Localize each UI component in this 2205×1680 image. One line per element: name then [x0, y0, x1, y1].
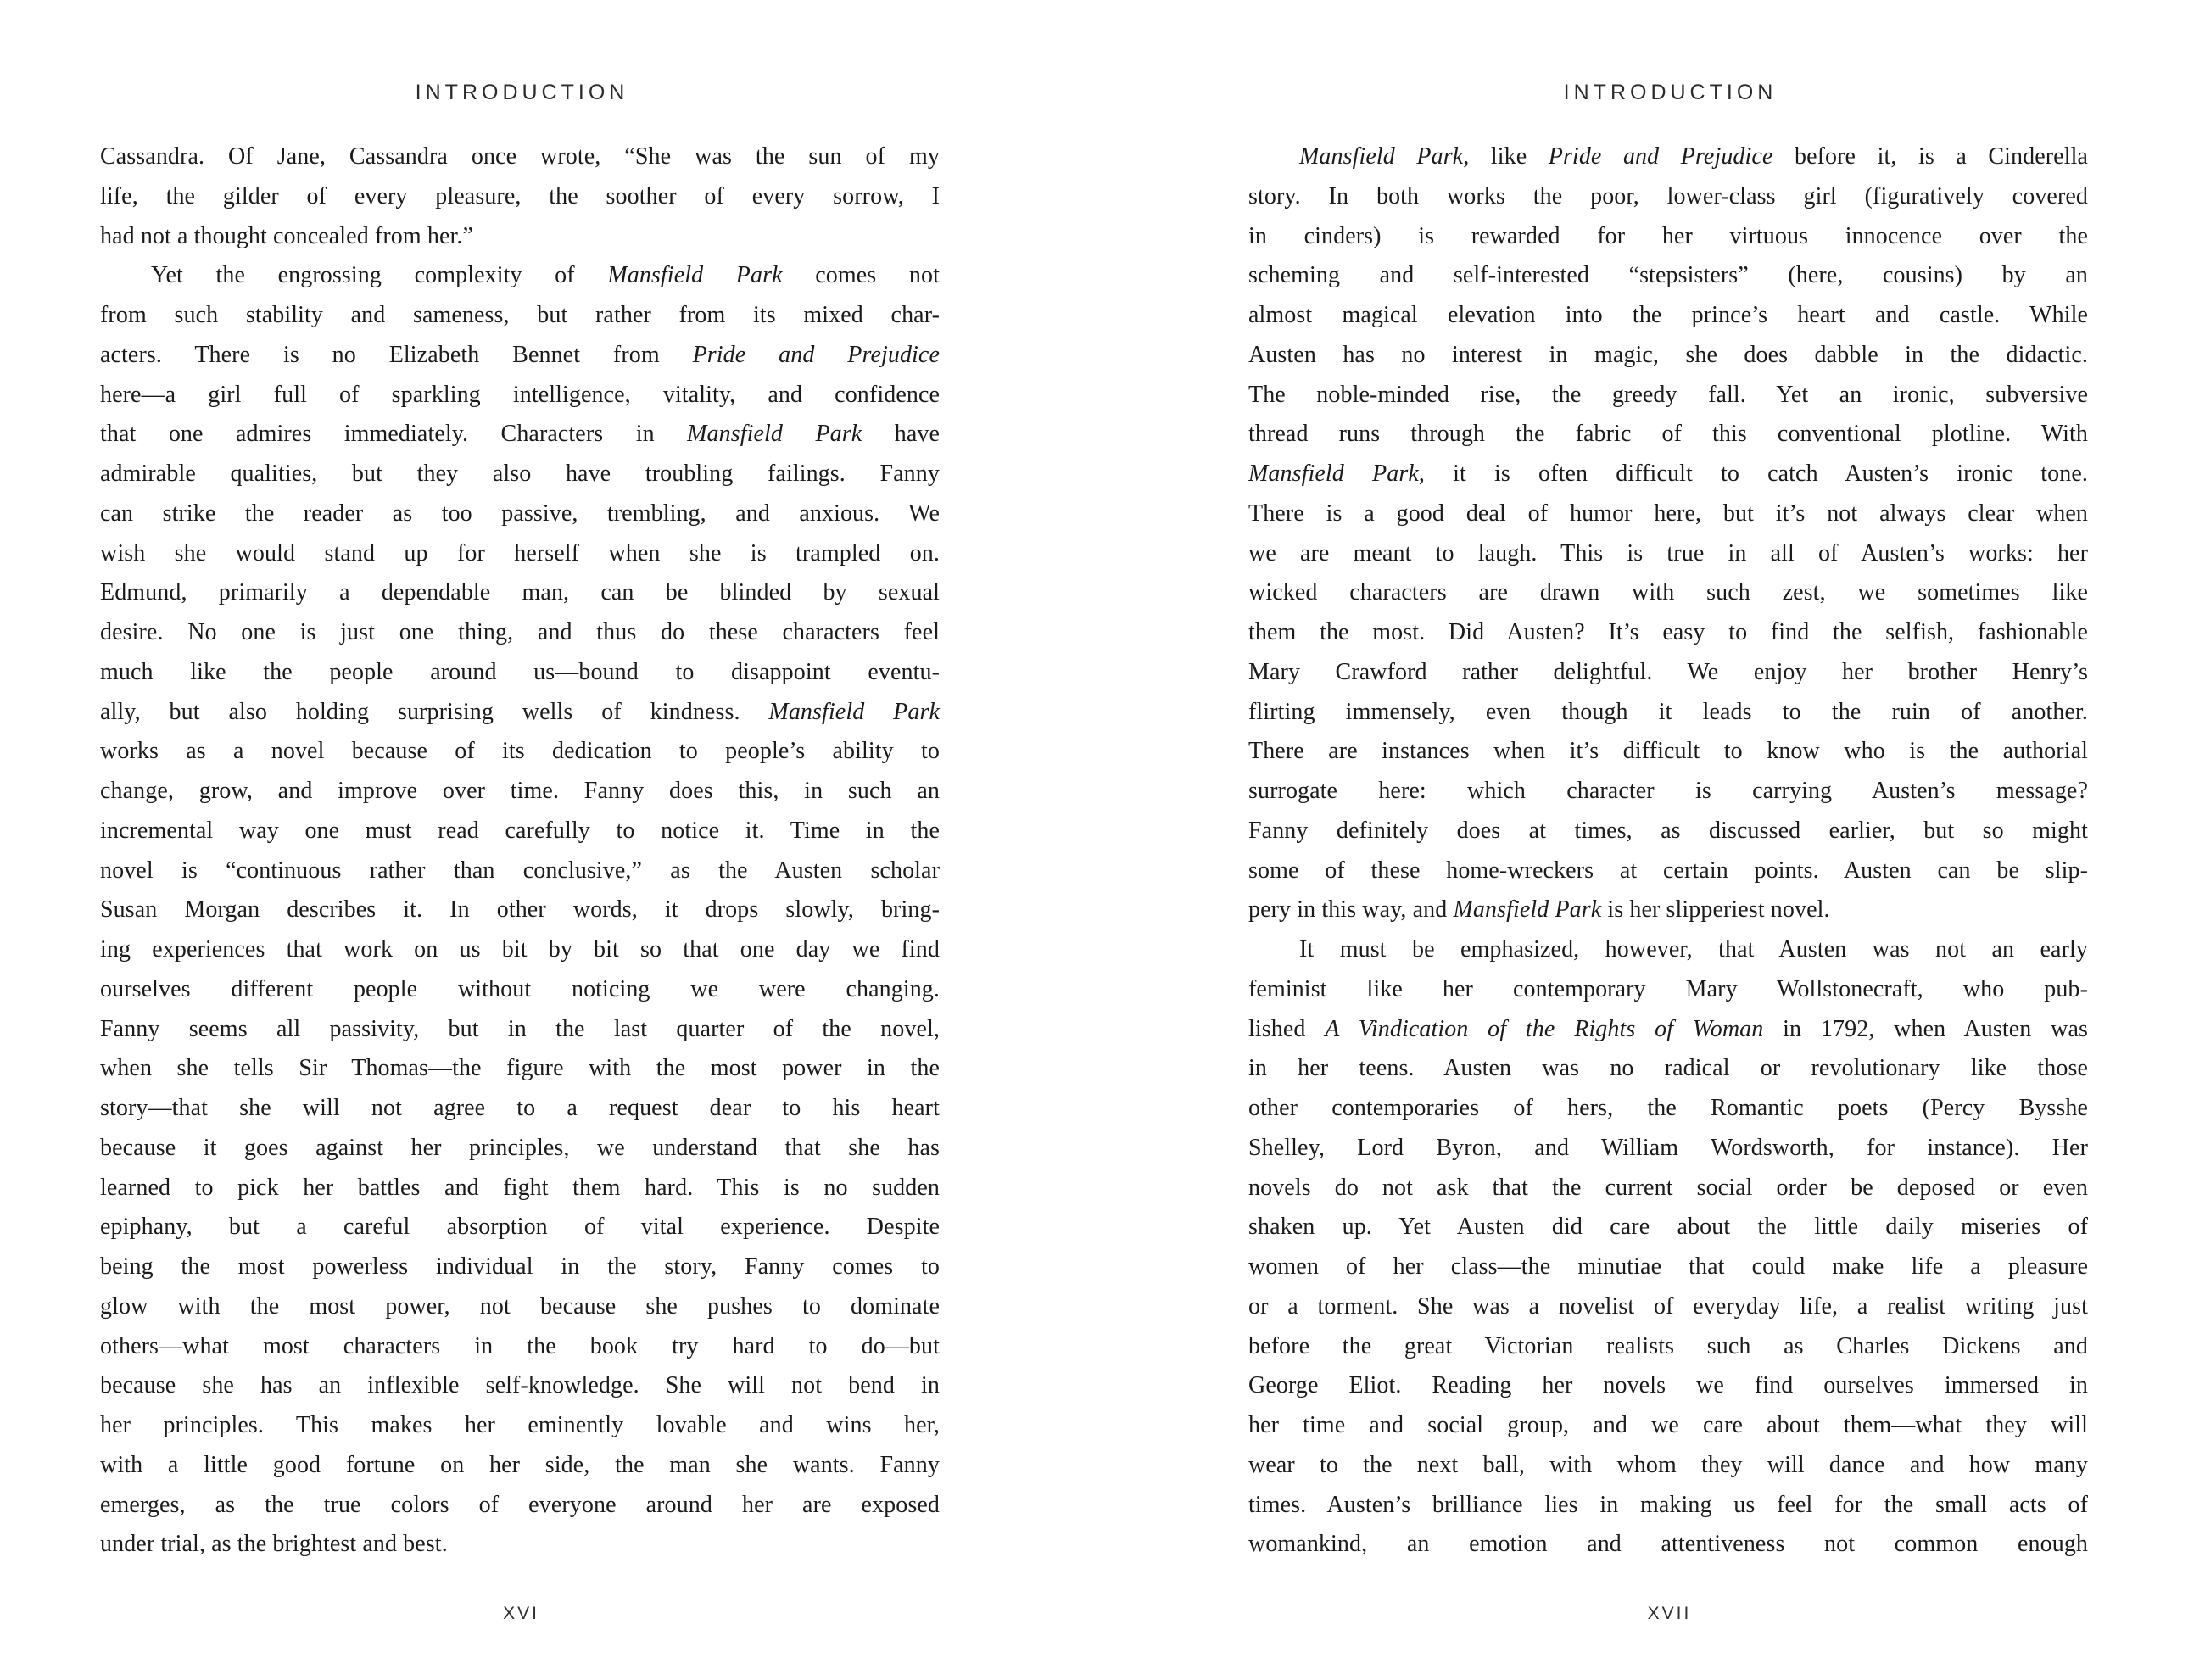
text-block-left [100, 137, 940, 1565]
body-text: from such stability and sameness, but rather from its mixed char- [100, 302, 940, 328]
body-text: The noble-minded rise, the greedy fall. Yet an ironic, subversive [1248, 381, 2088, 408]
italic-book-title: Mansfield Park [1248, 460, 1419, 487]
body-text: Edmund, primarily a dependable man, can be blinded by sexual [100, 579, 940, 606]
text-line [100, 1525, 940, 1565]
text-line [100, 1049, 940, 1089]
text-line [1248, 1010, 2088, 1050]
text-line [100, 296, 940, 336]
text-line [1248, 296, 2088, 336]
text-line [1248, 1287, 2088, 1327]
body-text: in cinders) is rewarded for her virtuous innocence over the [1248, 222, 2088, 249]
body-text: novels do not ask that the current social order be deposed or even [1248, 1174, 2088, 1201]
body-text: women of her class—the minutiae that could make life a pleasure [1248, 1253, 2088, 1280]
italic-book-title: Mansfield Park [768, 698, 940, 725]
body-text: much like the people around us—bound to disappoint eventu- [100, 658, 940, 685]
text-line [1248, 653, 2088, 693]
body-text: emerges, as the true colors of everyone around her are exposed [100, 1491, 940, 1518]
text-line [1248, 812, 2088, 851]
body-text: can strike the reader as too passive, trembling, and anxious. We [100, 500, 940, 527]
text-line [1248, 890, 2088, 930]
body-text: we are meant to laugh. This is true in all of Austen’s works: her [1248, 539, 2088, 567]
body-text: comes not [782, 262, 940, 289]
text-line [1248, 494, 2088, 534]
body-text: others—what most characters in the book try hard to do—but [100, 1332, 940, 1359]
body-text: admirable qualities, but they also have troubling failings. Fanny [100, 460, 940, 487]
text-line [100, 812, 940, 851]
text-line [1248, 1089, 2088, 1129]
text-line [1248, 1486, 2088, 1526]
body-text: Austen has no interest in magic, she does dabble in the didactic. [1248, 341, 2088, 368]
text-block-right [1248, 137, 2088, 1565]
text-line [1248, 455, 2088, 494]
text-line [100, 930, 940, 970]
body-text: incremental way one must read carefully to notice it. Time in the [100, 817, 940, 844]
body-text: , it is often difficult to catch Austen’s ironic tone. [1418, 460, 2088, 487]
text-line [1248, 1446, 2088, 1486]
body-text: epiphany, but a careful absorption of vital experience. Despite [100, 1214, 940, 1241]
text-line [1248, 1366, 2088, 1406]
text-line [1248, 336, 2088, 376]
body-text: wish she would stand up for herself when she is trampled on. [100, 539, 940, 567]
body-text: Yet the engrossing complexity of [151, 262, 608, 289]
text-line [100, 1406, 940, 1446]
text-line [1248, 1525, 2088, 1565]
text-line [1248, 1129, 2088, 1169]
body-text: almost magical elevation into the prince’s heart and castle. While [1248, 302, 2088, 328]
text-line [1248, 177, 2088, 217]
text-line [1248, 1169, 2088, 1208]
body-text: before it, is a Cinderella [1772, 143, 2088, 170]
text-line [100, 455, 940, 494]
body-text: desire. No one is just one thing, and thus do these characters feel [100, 619, 940, 645]
text-line [100, 851, 940, 891]
body-text: here—a girl full of sparkling intelligence, vitality, and confidence [100, 381, 940, 408]
text-line [1248, 1208, 2088, 1247]
running-head-right: INTRODUCTION [1563, 81, 1778, 104]
text-line [1248, 613, 2088, 653]
italic-book-title: Mansfield Park [607, 262, 783, 289]
italic-book-title: Pride and Prejudice [1548, 143, 1773, 170]
body-text: pery in this way, and [1248, 896, 1454, 924]
page-left [100, 0, 940, 1680]
text-line [100, 573, 940, 613]
text-line [1248, 930, 2088, 970]
body-text: There is a good deal of humor here, but it’s not always clear when [1248, 500, 2088, 527]
body-text: , like [1463, 143, 1549, 170]
text-line [100, 1129, 940, 1169]
body-text: Mary Crawford rather delightful. We enjoy her brother Henry’s [1248, 658, 2088, 685]
body-text: under trial, as the brightest and best. [100, 1531, 448, 1558]
text-line [100, 890, 940, 930]
body-text: wear to the next ball, with whom they will dance and how many [1248, 1451, 2088, 1478]
body-text: thread runs through the fabric of this conventional plotline. With [1248, 421, 2088, 448]
text-line [100, 336, 940, 376]
text-line [100, 970, 940, 1010]
text-line [1248, 256, 2088, 296]
body-text: learned to pick her battles and fight them hard. This is no sudden [100, 1174, 940, 1201]
body-text: some of these home-wreckers at certain points. Austen can be slip- [1248, 857, 2088, 884]
body-text: There are instances when it’s difficult to know who is the authorial [1248, 738, 2088, 765]
body-text: story. In both works the poor, lower-class girl (figuratively covered [1248, 182, 2088, 209]
italic-book-title: Pride and Prejudice [692, 341, 940, 368]
text-line [100, 772, 940, 812]
text-line [1248, 693, 2088, 733]
text-line [100, 256, 940, 296]
text-line [100, 1366, 940, 1406]
text-line [100, 1446, 940, 1486]
body-text: ally, but also holding surprising wells of kindness. [100, 698, 769, 725]
body-text: Cassandra. Of Jane, Cassandra once wrote, “She was the sun of my [100, 143, 940, 170]
body-text: them the most. Did Austen? It’s easy to find the selfish, fashionable [1248, 619, 2088, 645]
text-line [1248, 1049, 2088, 1089]
body-text: wicked characters are drawn with such zest, we sometimes like [1248, 579, 2088, 606]
text-line [100, 494, 940, 534]
text-line [1248, 573, 2088, 613]
text-line [100, 732, 940, 772]
text-line [100, 376, 940, 416]
body-text: had not a thought concealed from her.” [100, 222, 473, 249]
body-text: before the great Victorian realists such as Charles Dickens and [1248, 1332, 2088, 1359]
body-text: have [862, 421, 940, 448]
text-line [1248, 851, 2088, 891]
text-line [100, 613, 940, 653]
body-text: other contemporaries of hers, the Romantic poets (Percy Bysshe [1248, 1095, 2088, 1121]
text-line [100, 1010, 940, 1050]
text-line [1248, 970, 2088, 1010]
body-text: flirting immensely, even though it leads to the ruin of another. [1248, 698, 2088, 725]
text-line [1248, 1327, 2088, 1367]
text-line [1248, 772, 2088, 812]
body-text: Susan Morgan describes it. In other words, it drops slowly, bring- [100, 896, 940, 924]
text-line [100, 1208, 940, 1247]
text-line [100, 1169, 940, 1208]
text-line [1248, 137, 2088, 177]
text-line [100, 1247, 940, 1287]
text-line [1248, 415, 2088, 455]
body-text: is her slipperiest novel. [1601, 896, 1830, 924]
text-line [100, 1089, 940, 1129]
body-text: when she tells Sir Thomas—the figure with the most power in the [100, 1055, 940, 1082]
body-text: womankind, an emotion and attentiveness not common enough [1248, 1531, 2088, 1558]
body-text: her principles. This makes her eminently lovable and wins her, [100, 1412, 940, 1438]
body-text: her time and social group, and we care about them—what they will [1248, 1412, 2088, 1438]
body-text: surrogate here: which character is carrying Austen’s message? [1248, 778, 2088, 804]
body-text: It must be emphasized, however, that Austen was not an early [1299, 936, 2088, 963]
text-line [100, 534, 940, 574]
running-head-left: INTRODUCTION [415, 81, 629, 104]
page-number-right: XVII [1647, 1604, 1692, 1623]
text-line [100, 1486, 940, 1526]
body-text: Shelley, Lord Byron, and William Wordsworth, for instance). Her [1248, 1134, 2088, 1161]
italic-book-title: Mansfield Park [687, 421, 862, 448]
text-line [1248, 1406, 2088, 1446]
body-text: novel is “continuous rather than conclusive,” as the Austen scholar [100, 857, 940, 884]
page-right [1248, 0, 2088, 1680]
body-text: in 1792, when Austen was [1763, 1015, 2088, 1042]
body-text: being the most powerless individual in the story, Fanny comes to [100, 1253, 940, 1280]
body-text: scheming and self-interested “stepsisters” (here, cousins) by an [1248, 262, 2088, 289]
body-text: Fanny definitely does at times, as discussed earlier, but so might [1248, 817, 2088, 844]
body-text: because it goes against her principles, we understand that she has [100, 1134, 940, 1161]
italic-book-title: Mansfield Park [1299, 143, 1464, 170]
text-line [1248, 732, 2088, 772]
body-text: feminist like her contemporary Mary Wollstonecraft, who pub- [1248, 975, 2088, 1002]
body-text: story—that she will not agree to a request dear to his heart [100, 1095, 940, 1121]
body-text: times. Austen’s brilliance lies in making us feel for the small acts of [1248, 1491, 2088, 1518]
body-text: George Eliot. Reading her novels we find ourselves immersed in [1248, 1372, 2088, 1399]
body-text: change, grow, and improve over time. Fanny does this, in such an [100, 778, 940, 804]
body-text: glow with the most power, not because she pushes to dominate [100, 1292, 940, 1320]
body-text: with a little good fortune on her side, the man she wants. Fanny [100, 1451, 940, 1478]
body-text: or a torment. She was a novelist of everyday life, a realist writing just [1248, 1292, 2088, 1320]
text-line [1248, 1247, 2088, 1287]
body-text: lished [1248, 1015, 1326, 1042]
body-text: acters. There is no Elizabeth Bennet from [100, 341, 693, 368]
body-text: works as a novel because of its dedication to people’s ability to [100, 738, 940, 765]
body-text: life, the gilder of every pleasure, the soother of every sorrow, I [100, 182, 940, 209]
italic-book-title: Mansfield Park [1453, 896, 1602, 924]
text-line [100, 1327, 940, 1367]
text-line [100, 137, 940, 177]
body-text: in her teens. Austen was no radical or revolutionary like those [1248, 1055, 2088, 1082]
text-line [1248, 534, 2088, 574]
page-number-left: XVI [503, 1604, 539, 1623]
text-line [100, 415, 940, 455]
text-line [1248, 376, 2088, 416]
text-line [100, 693, 940, 733]
body-text: Fanny seems all passivity, but in the last quarter of the novel, [100, 1015, 940, 1042]
text-line [100, 217, 940, 257]
body-text: shaken up. Yet Austen did care about the little daily miseries of [1248, 1214, 2088, 1241]
text-line [100, 177, 940, 217]
italic-book-title: A Vindication of the Rights of Woman [1325, 1015, 1764, 1042]
body-text: ing experiences that work on us bit by bit so that one day we find [100, 936, 940, 963]
text-line [100, 1287, 940, 1327]
body-text: because she has an inflexible self-knowledge. She will not bend in [100, 1372, 940, 1399]
text-line [1248, 217, 2088, 257]
body-text: ourselves different people without noticing we were changing. [100, 975, 940, 1002]
body-text: that one admires immediately. Characters in [100, 421, 688, 448]
text-line [100, 653, 940, 693]
